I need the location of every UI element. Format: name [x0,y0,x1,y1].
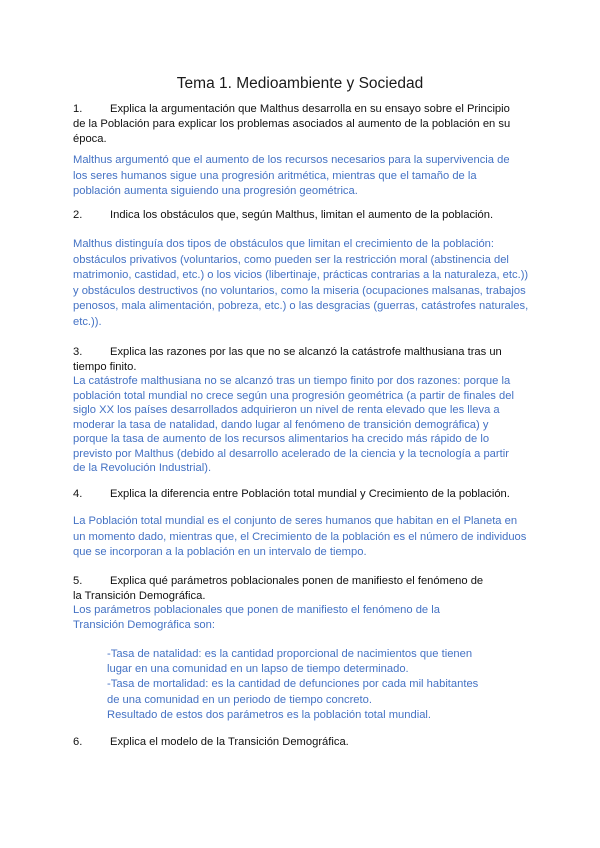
question-number: 4. [73,488,83,500]
question-number: 2. [73,209,83,221]
question-number: 5. [73,575,83,587]
answer-2: Malthus distinguía dos tipos de obstáculos que limitan el crecimiento de la población: obstáculos privativos (voluntarios, como pueden ser la restricción moral (abstinencia del matrimonio, castidad, etc.) o los vicios (libertinaje, prácticas contrarias a la naturaleza, etc.)) y obstáculos destructivos (no voluntarios, como la miseria (ocupaciones malsanas, trabajos penosos, mala alimentación, pobreza, etc.) o las desgracias (guerras, catástrofes naturales, etc.)). [73,238,529,328]
answer-1: Malthus argumentó que el aumento de los recursos necesarios para la supervivencia de los seres humanos sigue una progresión aritmética, mientras que el tamaño de la población aumenta siguiendo una progresión geométrica. [73,154,510,197]
question-5: 5. Explica qué parámetros poblacionales ponen de manifiesto el fenómeno de la Transición Demográfica. [73,575,484,602]
question-4: 4. Explica la diferencia entre Población total mundial y Crecimiento de la población. [73,488,510,500]
question-number: 3. [73,346,83,358]
question-2: 2. Indica los obstáculos que, según Malthus, limitan el aumento de la población. [73,209,494,221]
answer-3: La catástrofe malthusiana no se alcanzó tras un tiempo finito por dos razones: porque la población total mundial no crece según una progresión geométrica (a partir de finales del siglo XX los países desarrollados adquirieron un nivel de renta elevado que les lleva a moderar la tasa de natalidad, dando lugar al fenómeno de transición demográfica) y porque la tasa de aumento de los recursos alimentarios ha crecido más rápido de lo previsto por Malthus (debido al desarrollo acelerado de la ciencia y la tecnología a partir de la Revolución Industrial). [73,375,514,474]
question-number: 1. [73,103,83,115]
question-1: 1. Explica la argumentación que Malthus desarrolla en su ensayo sobre el Principio de la Población para explicar los problemas asociados al aumento de la población en su época. [73,103,511,145]
question-3: 3. Explica las razones por las que no se alcanzó la catástrofe malthusiana tras un tiempo finito. [73,346,502,373]
question-number: 6. [73,736,83,748]
answer-4: La Población total mundial es el conjunto de seres humanos que habitan en el Planeta en un momento dado, mientras que, el Crecimiento de la población es el número de individuos que se incorporan a la población en un intervalo de tiempo. [73,515,527,558]
answer-5: Los parámetros poblacionales que ponen de manifiesto el fenómeno de la Transición Demográfica son: [73,604,440,631]
answer-5-parameters: -Tasa de natalidad: es la cantidad proporcional de nacimientos que tienen lugar en una comunidad en un lapso de tiempo determinado. -Tasa de mortalidad: es la cantidad de defunciones por cada mil habitantes de una comunidad en un periodo de tiempo concreto. Resultado de estos dos parámetros es la población total mundial. [107,648,479,721]
page-title: Tema 1. Medioambiente y Sociedad [176,75,424,92]
question-6: 6. Explica el modelo de la Transición Demográfica. [73,736,349,748]
